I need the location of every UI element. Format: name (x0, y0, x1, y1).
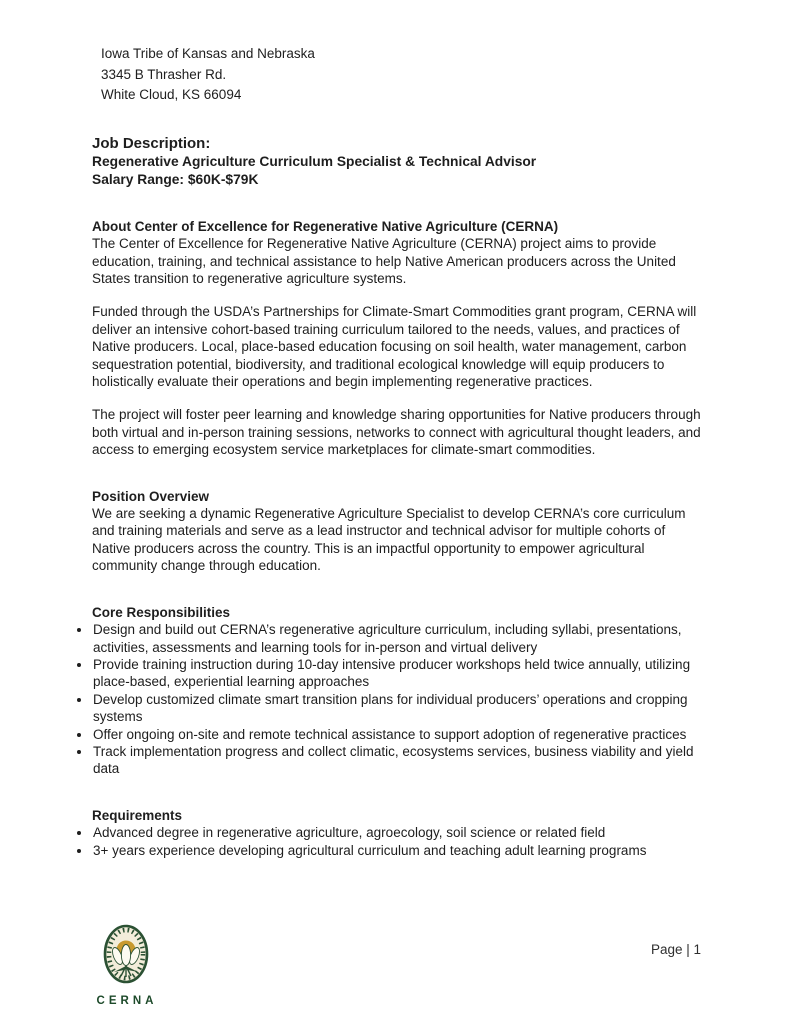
page-footer (0, 920, 791, 1010)
section-about (92, 218, 704, 459)
job-description-block (92, 134, 704, 189)
bullet-item: • Provide training instruction during 10-day intensive producer workshops held twice annually, utilizing place-based, experiential learning approaches (92, 656, 704, 691)
about-paragraph: The project will foster peer learning and knowledge sharing opportunities for Native producers through both virtual and in-person training sessions, networks to connect with agricultural thought leaders, and access to emerging ecosystem service marketplaces for climate-smart commodities. (92, 407, 701, 458)
bullet-item: • Design and build out CERNA’s regenerative agriculture curriculum, including syllabi, presentations, activities, assessments and learning tools for in-person and virtual delivery (92, 621, 704, 656)
core-responsibilities-list (73, 621, 704, 778)
document-content (92, 44, 704, 859)
requirements-list (73, 824, 704, 859)
cerna-logo-text: CERNA (96, 995, 158, 1007)
cerna-logo-icon (95, 975, 157, 992)
bullet-item: • Offer ongoing on-site and remote technical assistance to support adoption of regenerative practices (92, 726, 704, 743)
bullet-item: • Develop customized climate smart transition plans for individual producers’ operations and cropping systems (92, 691, 704, 726)
section-requirements (92, 807, 704, 859)
position-overview-heading: Position Overview (92, 488, 210, 504)
address-line: White Cloud, KS 66094 (101, 87, 242, 103)
cerna-logo (93, 922, 159, 1007)
address-block (101, 44, 704, 106)
bullet-item: • Advanced degree in regenerative agriculture, agroecology, soil science or related field (92, 824, 704, 841)
job-description-label: Job Description: (92, 134, 211, 152)
bullet-item: • 3+ years experience developing agricultural curriculum and teaching adult learning programs (92, 842, 704, 859)
requirements-heading: Requirements (92, 807, 183, 823)
core-responsibilities-heading: Core Responsibilities (92, 604, 231, 620)
bullet-item: • Track implementation progress and collect climatic, ecosystems services, business viability and yield data (92, 743, 704, 778)
about-paragraph: The Center of Excellence for Regenerative Native Agriculture (CERNA) project aims to provide education, training, and technical assistance to help Native American producers across the United States transition to regenerative agriculture systems. (92, 236, 676, 286)
about-heading: About Center of Excellence for Regenerative Native Agriculture (CERNA) (92, 218, 559, 234)
about-paragraph: Funded through the USDA’s Partnerships for Climate-Smart Commodities grant program, CERNA will deliver an intensive cohort-based training curriculum tailored to the needs, values, and practices of Native producers. Local, place-based education focusing on soil health, water management, carbon sequestration potential, biodiversity, and traditional ecological knowledge will equip producers to holistically evaluate their operations and begin implementing regenerative practices. (92, 304, 697, 390)
address-line: 3345 B Thrasher Rd. (101, 66, 227, 82)
position-overview-paragraph: We are seeking a dynamic Regenerative Agriculture Specialist to develop CERNA’s core curriculum and training materials and serve as a lead instructor and technical advisor for multiple cohorts of Native producers across the country. This is an impactful opportunity to empower agricultural community change through education. (92, 506, 686, 574)
address-line: Iowa Tribe of Kansas and Nebraska (101, 46, 315, 61)
job-title: Regenerative Agriculture Curriculum Specialist & Technical Advisor (92, 153, 537, 169)
section-core-responsibilities (92, 604, 704, 778)
page-number: Page | 1 (650, 942, 701, 957)
salary-range: Salary Range: $60K-$79K (92, 171, 259, 187)
section-position-overview (92, 488, 704, 575)
